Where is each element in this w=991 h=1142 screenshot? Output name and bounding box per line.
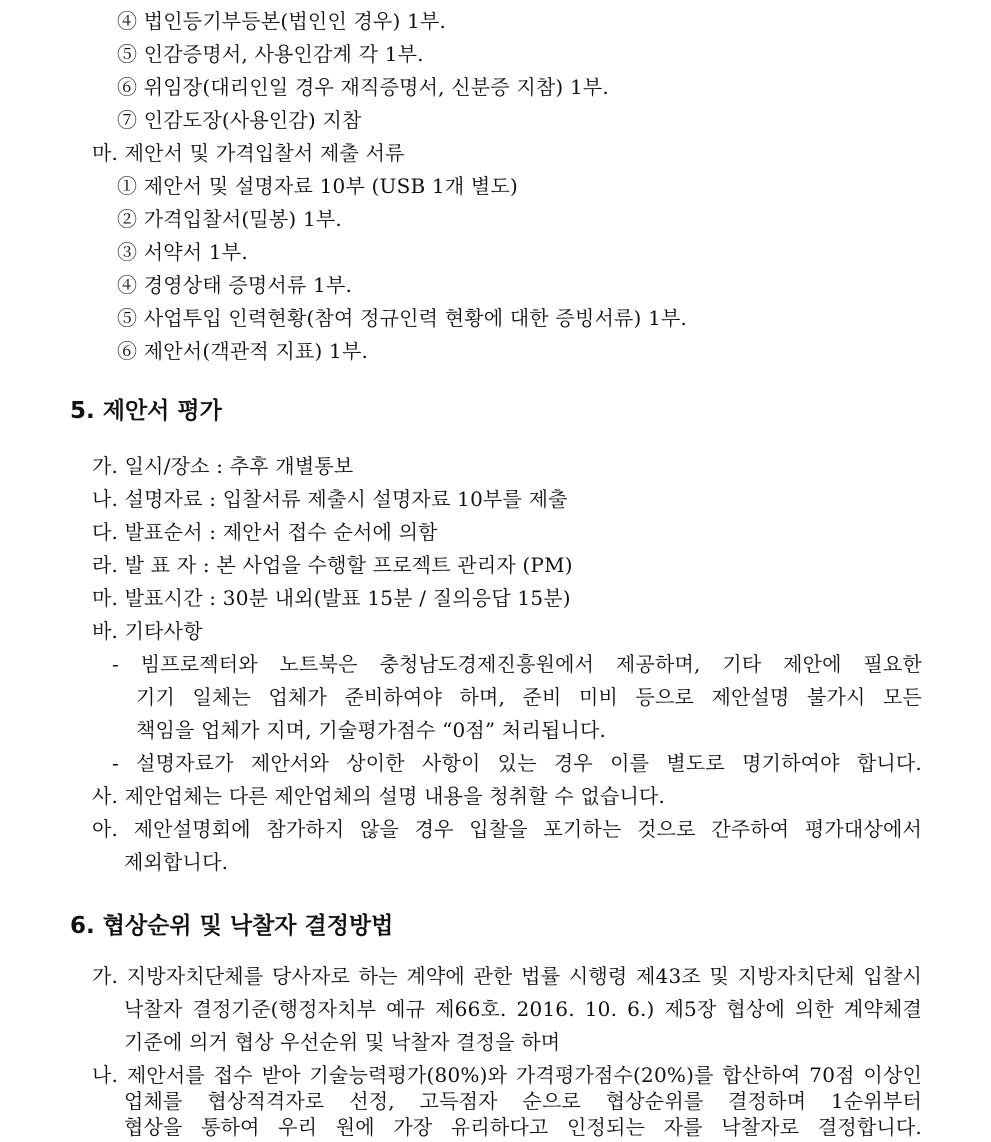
section-heading-evaluation: 5. 제안서 평가: [70, 398, 222, 424]
evaluation-item-order: 다. 발표순서 : 제안서 접수 순서에 의함: [92, 520, 438, 544]
evaluation-item-absence-line-2: 제외합니다.: [124, 850, 229, 874]
award-item-ga-line-3: 기준에 의거 협상 우선순위 및 낙찰자 결정을 하며: [124, 1030, 561, 1054]
evaluation-item-presenter: 라. 발 표 자 : 본 사업을 수행할 프로젝트 관리자 (PM): [92, 553, 573, 577]
award-item-na-line-2: 업체를 협상적격자로 선정, 고득점자 순으로 협상순위를 결정하며 1순위부터: [124, 1089, 922, 1113]
evaluation-item-materials: 나. 설명자료 : 입찰서류 제출시 설명자료 10부를 제출: [92, 487, 568, 511]
other-note-1-line-1: - 빔프로젝터와 노트북은 충청남도경제진흥원에서 제공하며, 기타 제안에 필요한: [112, 652, 922, 676]
doc-item-4: ④ 법인등기부등본(법인인 경우) 1부.: [117, 9, 447, 33]
submission-item-5: ⑤ 사업투입 인력현황(참여 정규인력 현황에 대한 증빙서류) 1부.: [117, 306, 688, 330]
evaluation-item-other: 바. 기타사항: [92, 619, 203, 643]
evaluation-item-schedule: 가. 일시/장소 : 추후 개별통보: [92, 454, 354, 478]
doc-item-7: ⑦ 인감도장(사용인감) 지참: [117, 108, 362, 132]
section-heading-award: 6. 협상순위 및 낙찰자 결정방법: [70, 913, 394, 939]
other-note-1-line-3: 책임을 업체가 지며, 기술평가점수 “0점” 처리됩니다.: [136, 718, 607, 742]
other-note-2: - 설명자료가 제안서와 상이한 사항이 있는 경우 이를 별도로 명기하여야 합니다.: [112, 751, 922, 775]
evaluation-item-absence-line-1: 아. 제안설명회에 참가하지 않을 경우 입찰을 포기하는 것으로 간주하여 평가대상에서: [92, 817, 922, 841]
submission-item-3: ③ 서약서 1부.: [117, 240, 248, 264]
submission-docs-title: 마. 제안서 및 가격입찰서 제출 서류: [92, 141, 405, 165]
submission-item-4: ④ 경영상태 증명서류 1부.: [117, 273, 353, 297]
doc-item-5: ⑤ 인감증명서, 사용인감계 각 1부.: [117, 42, 424, 66]
evaluation-item-duration: 마. 발표시간 : 30분 내외(발표 15분 / 질의응답 15분): [92, 586, 571, 610]
submission-item-1: ① 제안서 및 설명자료 10부 (USB 1개 별도): [117, 174, 518, 198]
award-item-ga-line-1: 가. 지방자치단체를 당사자로 하는 계약에 관한 법률 시행령 제43조 및 지방자치단체 입찰시: [92, 964, 922, 988]
award-item-na-line-3: 협상을 통하여 우리 원에 가장 유리하다고 인정되는 자를 낙찰자로 결정합니다.: [124, 1115, 922, 1139]
submission-item-2: ② 가격입찰서(밀봉) 1부.: [117, 207, 342, 231]
award-item-ga-line-2: 낙찰자 결정기준(행정자치부 예규 제66호. 2016. 10. 6.) 제5장 협상에 의한 계약체결: [124, 997, 922, 1021]
doc-item-6: ⑥ 위임장(대리인일 경우 재직증명서, 신분증 지참) 1부.: [117, 75, 609, 99]
evaluation-item-no-listening: 사. 제안업체는 다른 제안업체의 설명 내용을 청취할 수 없습니다.: [92, 784, 666, 808]
award-item-na-line-1: 나. 제안서를 접수 받아 기술능력평가(80%)와 가격평가점수(20%)를 합산하여 70점 이상인: [92, 1063, 922, 1087]
submission-item-6: ⑥ 제안서(객관적 지표) 1부.: [117, 339, 369, 363]
other-note-1-line-2: 기기 일체는 업체가 준비하여야 하며, 준비 미비 등으로 제안설명 불가시 모든: [136, 685, 922, 709]
